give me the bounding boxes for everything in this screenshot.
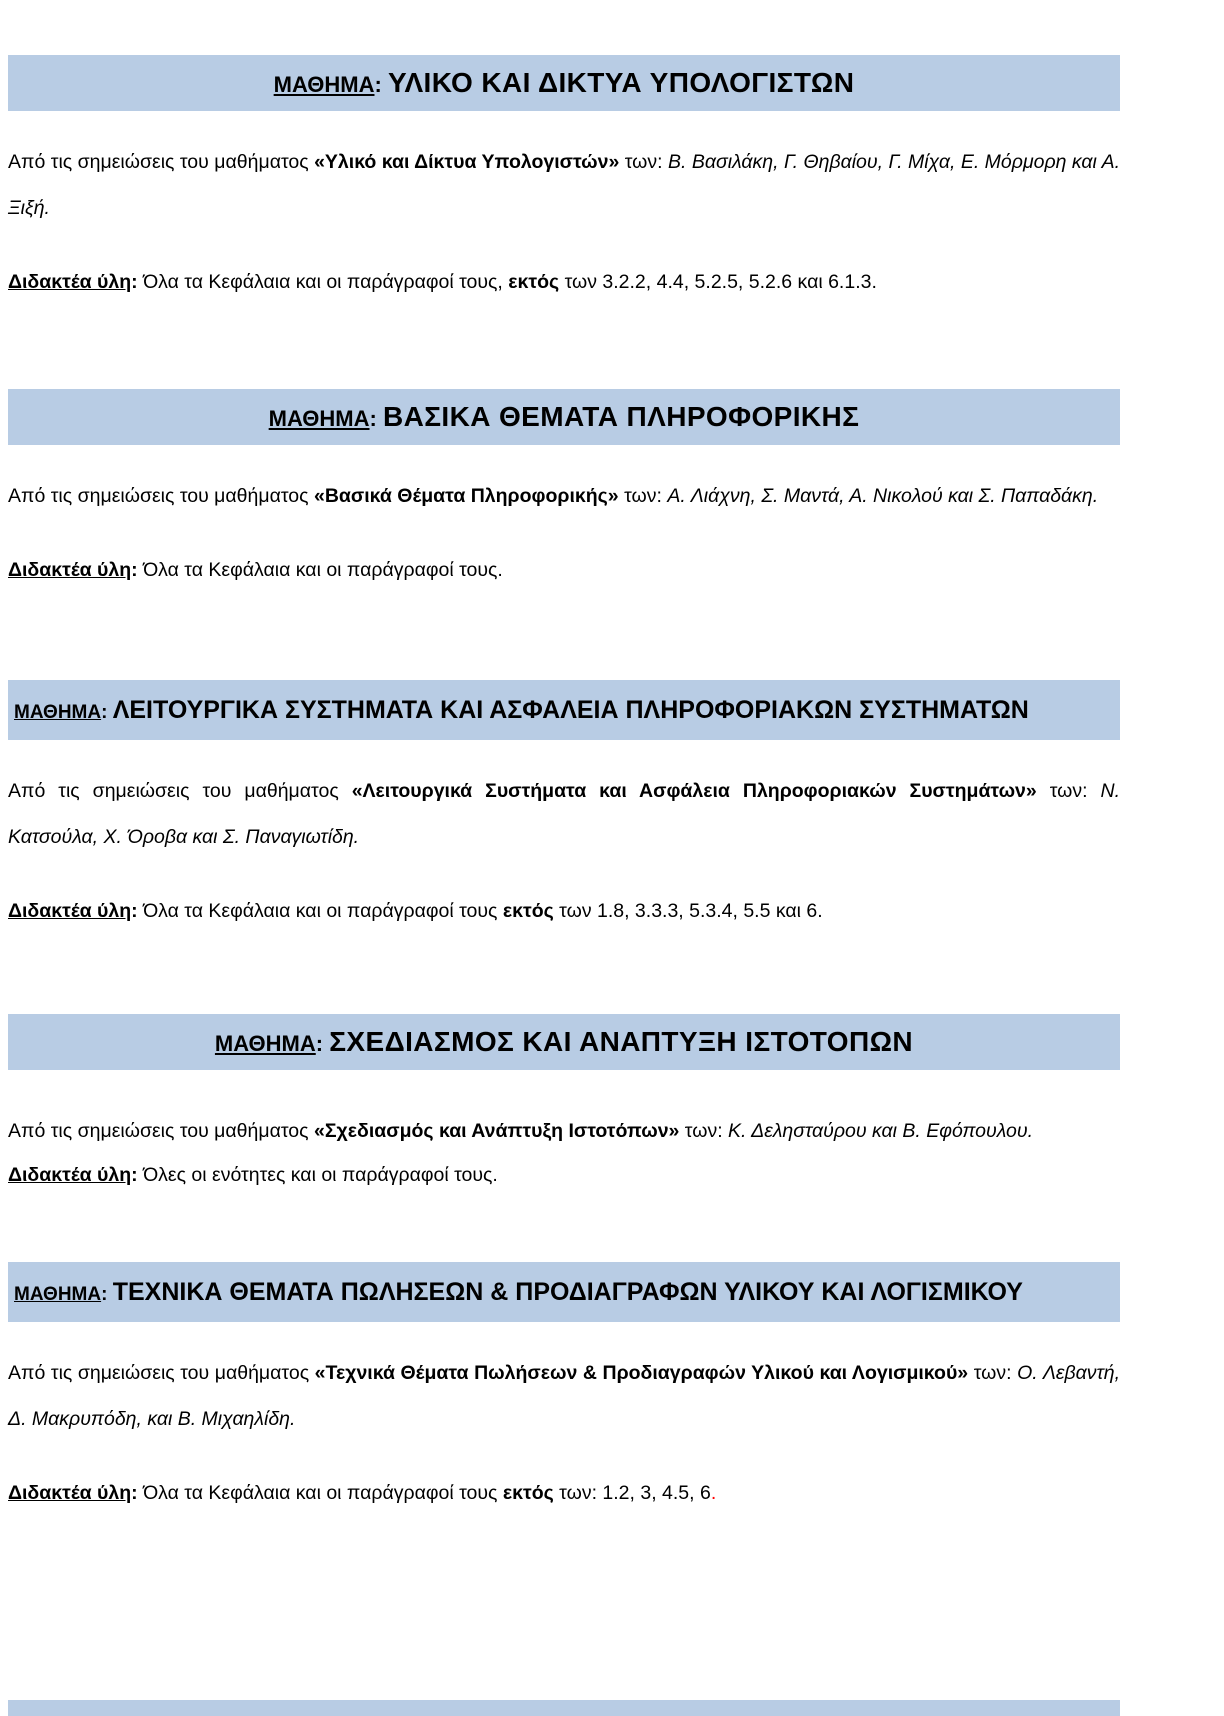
authors: Ν. Κατσούλα, Χ. Όροβα και Σ. Παναγιωτίδη. [8, 780, 1120, 848]
syllabus-text: Όλα τα Κεφάλαια και οι παράγραφοί τους. [143, 559, 503, 581]
course-header-bar [8, 680, 1120, 740]
course-label-colon: : [101, 702, 113, 723]
course-name: «Τεχνικά Θέματα Πωλήσεων & Προδιαγραφών Υλικού και Λογισμικού» [314, 1362, 969, 1384]
course-label: ΜΑΘΗΜΑ [14, 1284, 102, 1305]
authors-label: των: [968, 1362, 1018, 1384]
course-title: ΒΑΣΙΚΑ ΘΕΜΑΤΑ ΠΛΗΡΟΦΟΡΙΚΗΣ [382, 401, 860, 432]
course-title: ΣΧΕΔΙΑΣΜΟΣ ΚΑΙ ΑΝΑΠΤΥΞΗ ΙΣΤΟΤΟΠΩΝ [329, 1026, 914, 1057]
intro-prefix: Από τις σημειώσεις του μαθήματος [8, 485, 314, 507]
intro-prefix: Από τις σημειώσεις του μαθήματος [8, 1120, 314, 1142]
course-name: «Βασικά Θέματα Πληροφορικής» [313, 485, 619, 507]
course-section-sxediasmos-istotopon [8, 1014, 1120, 1190]
syllabus-text: Όλα τα Κεφάλαια και οι παράγραφοί τους, [143, 271, 509, 293]
next-section-header-partial [8, 1700, 1120, 1716]
syllabus-final-period: . [710, 1482, 717, 1504]
authors-label: των: [618, 485, 668, 507]
syllabus-line [8, 267, 1120, 297]
course-section-leitoyrgika-systimata [8, 680, 1120, 926]
course-label-colon: : [101, 1284, 113, 1305]
course-header-bar [8, 389, 1120, 445]
authors: Α. Λιάχνη, Σ. Μαντά, Α. Νικολού και Σ. Παπαδάκη. [667, 485, 1099, 507]
syllabus-label: Διδακτέα ύλη [8, 1164, 132, 1186]
intro-prefix: Από τις σημειώσεις του μαθήματος [8, 151, 315, 173]
syllabus-line [8, 1160, 1120, 1190]
course-intro [8, 1350, 1120, 1442]
authors: Ο. Λεβαντή, Δ. Μακρυπόδη, και Β. Μιχαηλίδη. [8, 1362, 1120, 1430]
course-section-yliko-diktya [8, 55, 1120, 297]
syllabus-except: εκτός [508, 271, 560, 293]
course-intro [8, 768, 1120, 860]
syllabus-except: εκτός [502, 900, 554, 922]
syllabus-label: Διδακτέα ύλη [8, 900, 132, 922]
syllabus-colon: : [131, 1164, 144, 1186]
authors: Κ. Δελησταύρου και Β. Εφόπουλου. [728, 1120, 1034, 1142]
syllabus-rest: των 3.2.2, 4.4, 5.2.5, 5.2.6 και 6.1.3. [559, 271, 877, 293]
course-label: ΜΑΘΗΜΑ [268, 406, 370, 431]
course-header-bar [8, 55, 1120, 111]
syllabus-text: Όλα τα Κεφάλαια και οι παράγραφοί τους [143, 900, 503, 922]
syllabus-rest: των 1.8, 3.3.3, 5.3.4, 5.5 και 6. [553, 900, 823, 922]
syllabus-label: Διδακτέα ύλη [8, 559, 132, 581]
syllabus-text: Όλα τα Κεφάλαια και οι παράγραφοί τους [143, 1482, 503, 1504]
syllabus-colon: : [131, 1482, 144, 1504]
course-label: ΜΑΘΗΜΑ [14, 702, 102, 723]
course-section-basika-themata [8, 389, 1120, 585]
authors-label: των: [619, 151, 669, 173]
course-title: ΥΛΙΚΟ ΚΑΙ ΔΙΚΤΥΑ ΥΠΟΛΟΓΙΣΤΩΝ [387, 67, 855, 98]
authors: Β. Βασιλάκη, Γ. Θηβαίου, Γ. Μίχα, Ε. Μόρμορη και Α. Ξιξή. [8, 151, 1121, 219]
course-title: ΤΕΧΝΙΚΑ ΘΕΜΑΤΑ ΠΩΛΗΣΕΩΝ & ΠΡΟΔΙΑΓΡΑΦΩΝ ΥΛΙΚΟΥ ΚΑΙ ΛΟΓΙΣΜΙΚΟΥ [112, 1278, 1023, 1306]
syllabus-line [8, 896, 1120, 926]
course-label-colon: : [369, 406, 383, 431]
course-label: ΜΑΘΗΜΑ [273, 72, 375, 97]
document-page [8, 0, 1120, 1508]
syllabus-colon: : [131, 271, 144, 293]
course-label: ΜΑΘΗΜΑ [214, 1031, 316, 1056]
course-intro [8, 1108, 1120, 1154]
course-header-bar [8, 1014, 1120, 1070]
syllabus-text: Όλες οι ενότητες και οι παράγραφοί τους. [143, 1164, 498, 1186]
syllabus-label: Διδακτέα ύλη [8, 1482, 132, 1504]
course-intro [8, 473, 1120, 519]
course-name: «Λειτουργικά Συστήματα και Ασφάλεια Πληροφοριακών Συστημάτων» [351, 780, 1037, 802]
authors-label: των: [679, 1120, 729, 1142]
course-label-colon: : [374, 72, 388, 97]
course-title: ΛΕΙΤΟΥΡΓΙΚΑ ΣΥΣΤΗΜΑΤΑ ΚΑΙ ΑΣΦΑΛΕΙΑ ΠΛΗΡΟΦΟΡΙΑΚΩΝ ΣΥΣΤΗΜΑΤΩΝ [112, 696, 1029, 724]
syllabus-colon: : [131, 559, 144, 581]
course-name: «Σχεδιασμός και Ανάπτυξη Ιστοτόπων» [313, 1120, 680, 1142]
course-section-texnika-themata-poliseon [8, 1262, 1120, 1508]
syllabus-label: Διδακτέα ύλη [8, 271, 132, 293]
intro-prefix: Από τις σημειώσεις του μαθήματος [8, 780, 352, 802]
syllabus-line [8, 555, 1120, 585]
authors-label: των: [1036, 780, 1101, 802]
syllabus-colon: : [131, 900, 144, 922]
course-header-bar [8, 1262, 1120, 1322]
syllabus-rest: των: 1.2, 3, 4.5, 6 [553, 1482, 711, 1504]
syllabus-line [8, 1478, 1120, 1508]
syllabus-except: εκτός [502, 1482, 554, 1504]
course-intro [8, 139, 1120, 231]
course-name: «Υλικό και Δίκτυα Υπολογιστών» [314, 151, 620, 173]
intro-prefix: Από τις σημειώσεις του μαθήματος [8, 1362, 315, 1384]
course-label-colon: : [315, 1031, 330, 1056]
